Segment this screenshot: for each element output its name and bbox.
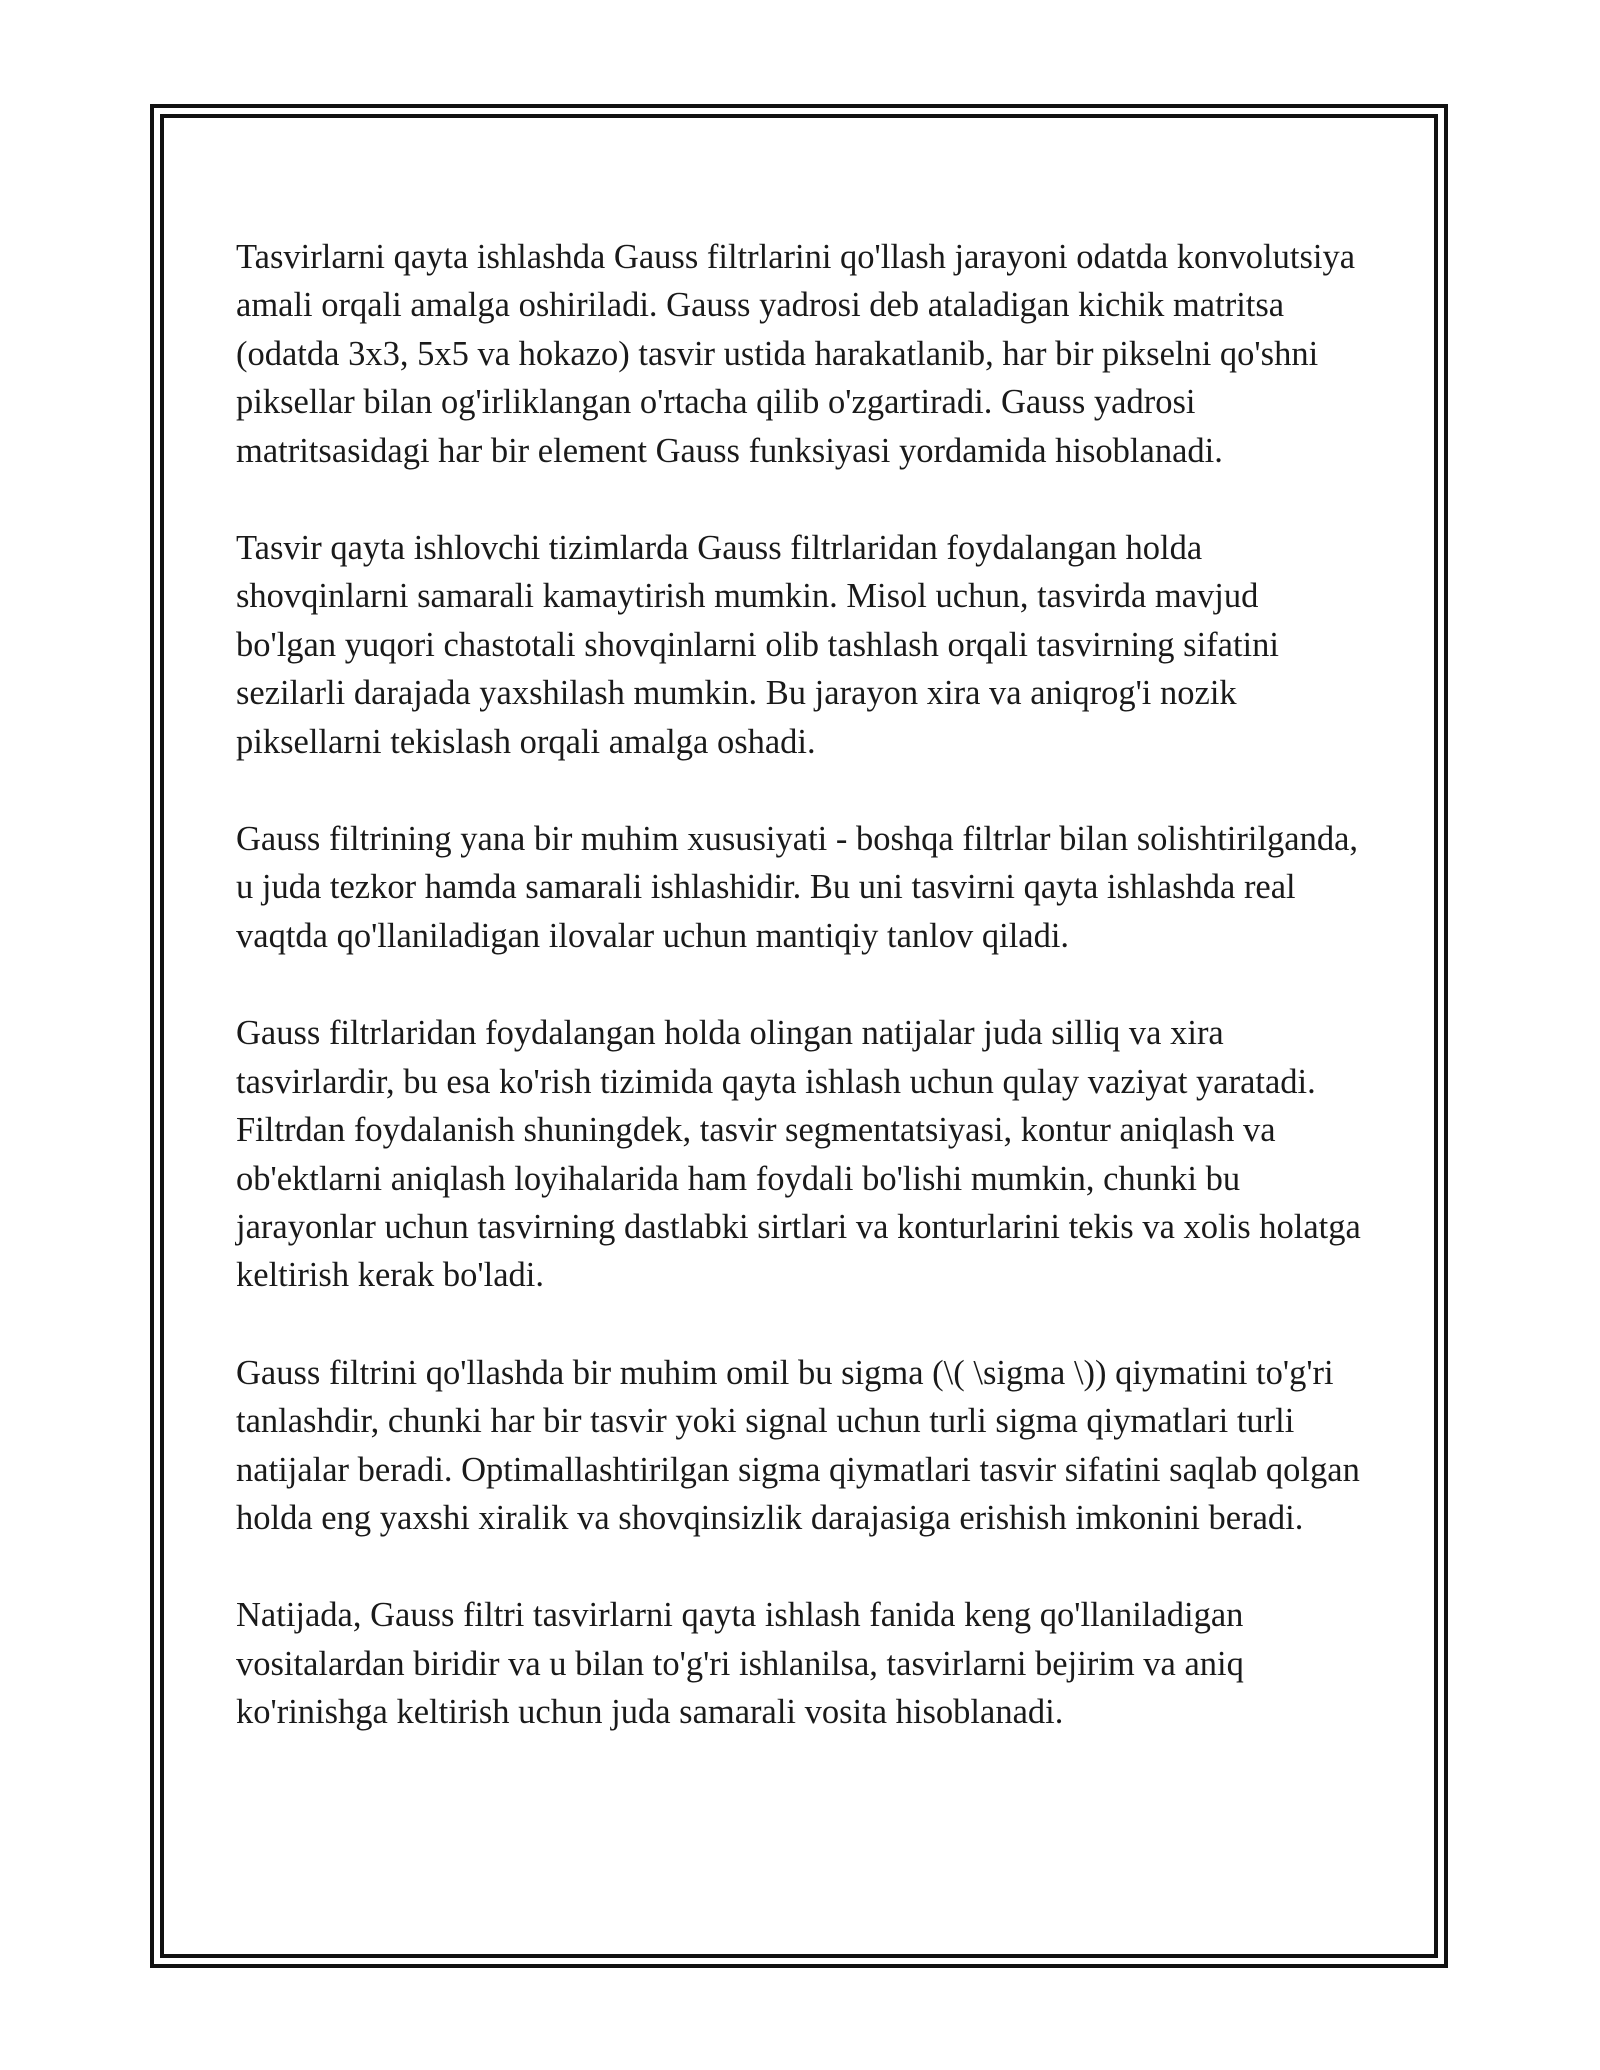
paragraph-2: Tasvir qayta ishlovchi tizimlarda Gauss filtrlaridan foydalangan holda shovqinlarni samarali kamaytirish mumkin. Misol uchun, tasvirda mavjud bo'lgan yuqori chastotali shovqinlarni olib tashlash orqali tasvirning sifatini sezilarli darajada yaxshilash mumkin. Bu jarayon xira va aniqrog'i nozik piksellarni tekislash orqali amalga oshadi. — [236, 529, 1279, 761]
paragraph-3: Gauss filtrining yana bir muhim xususiyati - boshqa filtrlar bilan solishtirilganda, u juda tezkor hamda samarali ishlashidir. Bu uni tasvirni qayta ishlashda real vaqtda qo'llaniladigan ilovalar uchun mantiqiy tanlov qiladi. — [236, 820, 1359, 955]
paragraph-6: Natijada, Gauss filtri tasvirlarni qayta ishlash fanida keng qo'llaniladigan vositalardan biridir va u bilan to'g'ri ishlanilsa, tasvirlarni bejirim va aniq ko'rinishga keltirish uchun juda samarali vosita hisoblanadi. — [236, 1596, 1244, 1732]
paragraph-4: Gauss filtrlaridan foydalangan holda olingan natijalar juda silliq va xira tasvirlardir, bu esa ko'rish tizimida qayta ishlash uchun qulay vaziyat yaratadi. Filtrdan foydalanish shuningdek, tasvir segmentatsiyasi, kontur aniqlash va ob'ektlarni aniqlash loyihalarida ham foydali bo'lishi mumkin, chunki bu jarayonlar uchun tasvirning dastlabki sirtlari va konturlarini tekis va xolis holatga keltirish kerak bo'ladi. — [236, 1014, 1361, 1295]
document-body — [236, 233, 1366, 1786]
paragraph-5: Gauss filtrini qo'llashda bir muhim omil bu sigma (\( \sigma \)) qiymatini to'g'ri tanlashdir, chunki har bir tasvir yoki signal uchun turli sigma qiymatlari turli natijalar beradi. Optimallashtirilgan sigma qiymatlari tasvir sifatini saqlab qolgan holda eng yaxshi xiralik va shovqinsizlik darajasiga erishish imkonini beradi. — [236, 1353, 1360, 1537]
paragraph-1: Tasvirlarni qayta ishlashda Gauss filtrlarini qo'llash jarayoni odatda konvolutsiya amali orqali amalga oshiriladi. Gauss yadrosi deb ataladigan kichik matritsa (odatda 3x3, 5x5 va hokazo) tasvir ustida harakatlanib, har bir pikselni qo'shni piksellar bilan og'irliklangan o'rtacha qilib o'zgartiradi. Gauss yadrosi matritsasidagi har bir element Gauss funksiyasi yordamida hisoblanadi. — [236, 238, 1356, 470]
